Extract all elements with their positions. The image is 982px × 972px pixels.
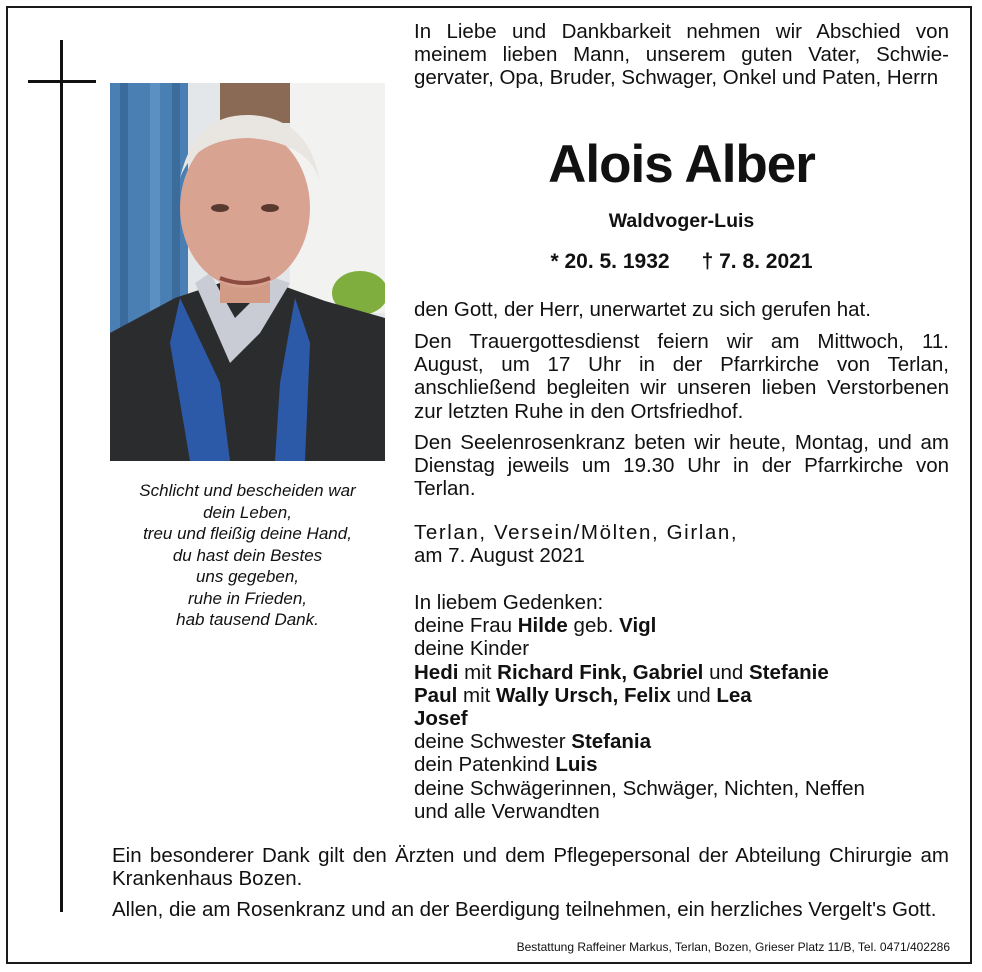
life-dates <box>414 250 949 274</box>
mourner-wife: deine Frau Hilde geb. Vigl <box>414 614 657 638</box>
mourner-child-hedi: Hedi mit Richard Fink, Gabriel und Stefanie <box>414 660 829 684</box>
mourners-list <box>414 591 949 823</box>
mourner-child-josef: Josef <box>414 707 468 731</box>
mourner-child-paul: Paul mit Wally Ursch, Felix und Lea <box>414 683 752 707</box>
funeral-text: Den Trauergottesdienst feiern wir am Mittwoch, 11. August, um 17 Uhr in der Pfarrkirche von Terlan, anschließend begleiten wir unseren lieben Verstorbenen zur letzten Ruhe in den Ortsfriedhof. <box>414 330 949 423</box>
poem <box>110 480 385 631</box>
poem-line: uns gegeben, <box>195 567 300 586</box>
death-date: † 7. 8. 2021 <box>701 250 813 273</box>
thanks-text-1: Ein besonderer Dank gilt den Ärzten und dem Pflegepersonal der Abteilung Chirurgie am Krankenhaus Bozen. <box>112 844 949 891</box>
intro-text: In Liebe und Dankbarkeit nehmen wir Abschied von meinem lieben Mann, unserem guten Vater, Schwiegervater, Opa, Bruder, Schwager, Onkel und Paten, Herrn <box>414 20 949 90</box>
children-label: deine Kinder <box>414 637 530 661</box>
mourner-sister: deine Schwester Stefania <box>414 730 652 754</box>
cross-icon <box>60 40 63 912</box>
called-text: den Gott, der Herr, unerwartet zu sich gerufen hat. <box>414 298 871 321</box>
mourner-inlaws: deine Schwägerinnen, Schwäger, Nichten, Neffen <box>414 776 865 800</box>
poem-line: treu und fleißig deine Hand, <box>143 524 352 543</box>
poem-line: du hast dein Bestes <box>172 545 323 565</box>
deceased-name: Alois Alber <box>548 135 815 194</box>
poem-line: hab tausend Dank. <box>176 610 319 629</box>
thanks-text-2: Allen, die am Rosenkranz und an der Beerdigung teilnehmen, ein herzliches Vergelt's Gott. <box>112 898 937 921</box>
date-line: am 7. August 2021 <box>414 544 585 568</box>
poem-line: dein Leben, <box>203 502 292 522</box>
cross-icon-bar <box>28 80 96 83</box>
nickname: Waldvoger-Luis <box>608 210 755 232</box>
place-date <box>414 521 949 567</box>
birth-date: * 20. 5. 1932 <box>550 250 670 273</box>
mourner-relatives: und alle Verwandten <box>414 799 600 823</box>
poem-line: Schlicht und bescheiden war <box>139 481 356 500</box>
place-line: Terlan, Versein/Mölten, Girlan, <box>414 521 739 544</box>
portrait-photo <box>110 83 385 461</box>
funeral-home-footer: Bestattung Raffeiner Markus, Terlan, Bozen, Grieser Platz 11/B, Tel. 0471/402286 <box>516 940 950 954</box>
mourner-godchild: dein Patenkind Luis <box>414 753 598 777</box>
poem-line: ruhe in Frieden, <box>187 588 308 608</box>
mourners-heading: In liebem Gedenken: <box>414 591 604 614</box>
rosary-text: Den Seelenrosenkranz beten wir heute, Montag, und am Dienstag jeweils um 19.30 Uhr in der Pfarrkirche von Terlan. <box>414 431 949 501</box>
